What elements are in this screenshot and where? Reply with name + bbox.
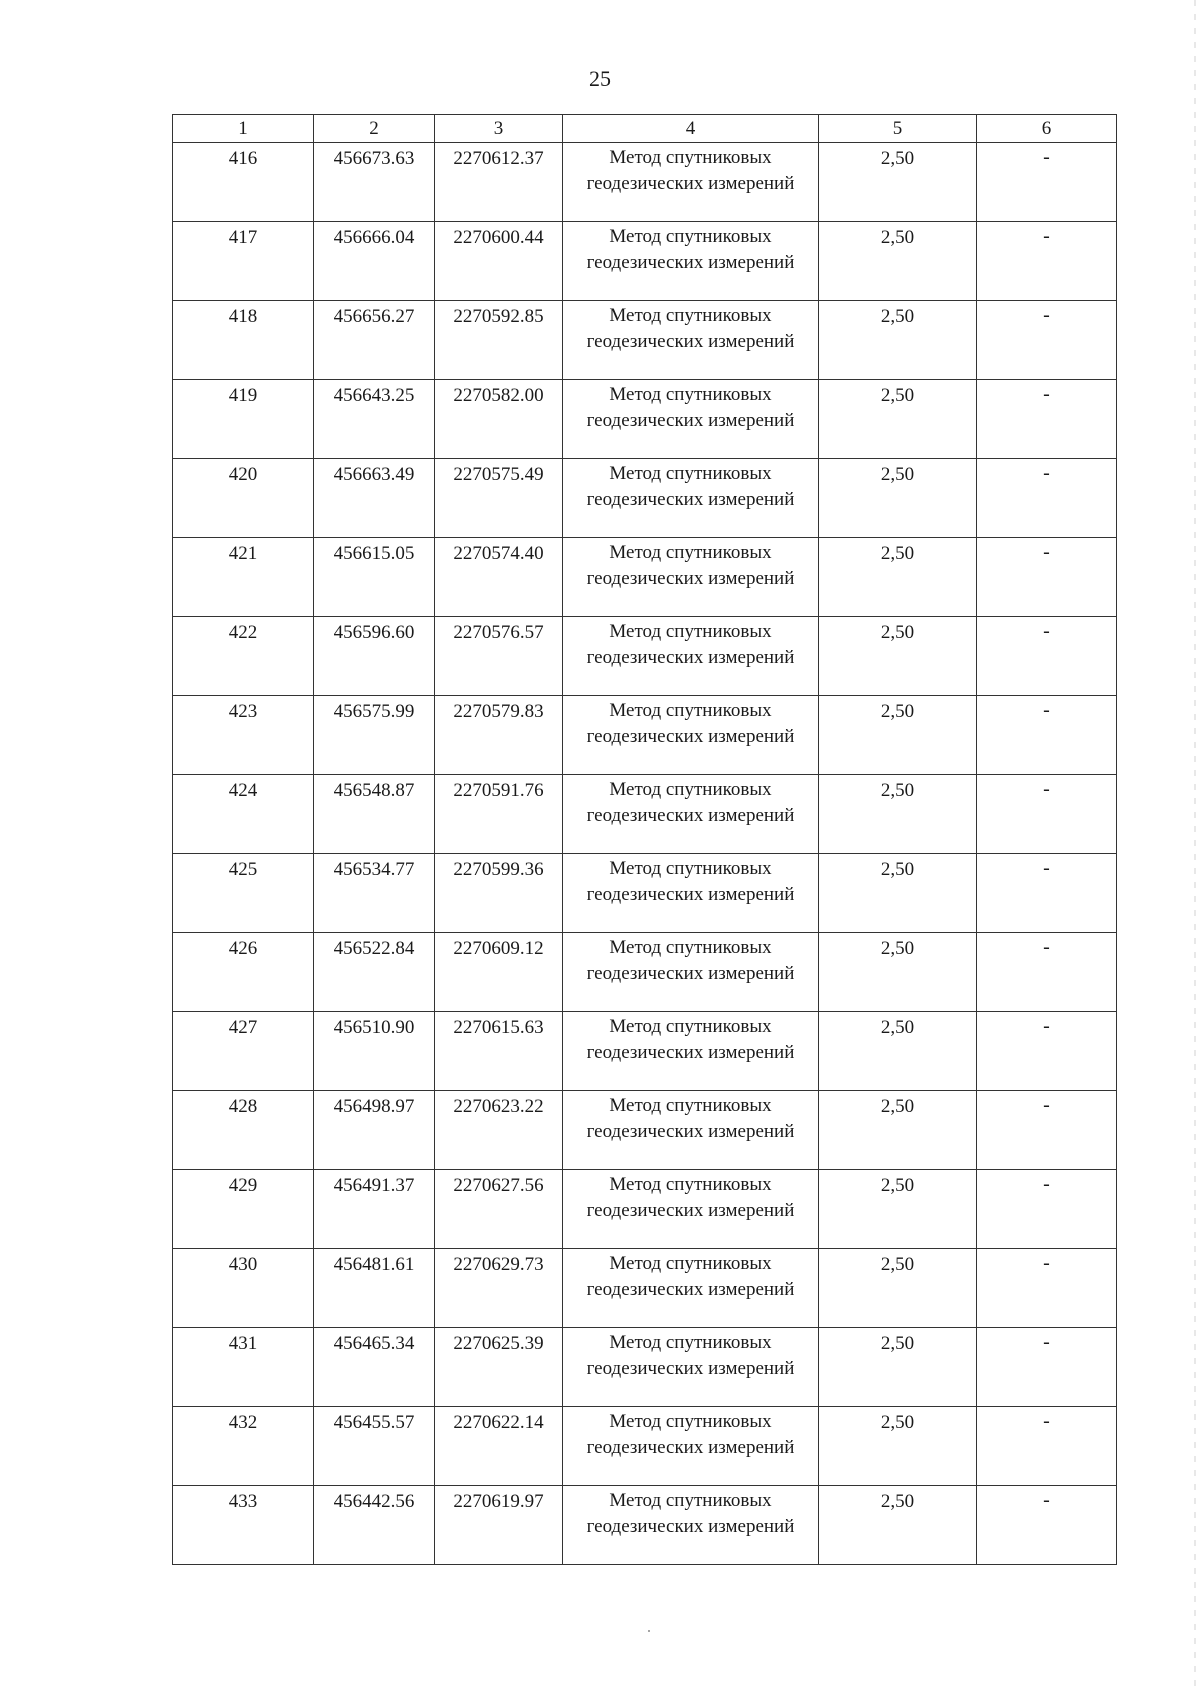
method-cell: Метод спутниковых геодезических измерений	[563, 222, 819, 301]
scan-speck	[648, 1630, 650, 1632]
accuracy-cell: 2,50	[819, 617, 977, 696]
accuracy-cell: 2,50	[819, 933, 977, 1012]
note-cell: -	[977, 1486, 1117, 1565]
table-row	[173, 459, 1117, 538]
header-col-3: 3	[435, 115, 563, 143]
note-cell: -	[977, 301, 1117, 380]
table-row	[173, 1170, 1117, 1249]
point-number-cell: 423	[173, 696, 314, 775]
accuracy-cell: 2,50	[819, 775, 977, 854]
table-row	[173, 1091, 1117, 1170]
accuracy-cell: 2,50	[819, 538, 977, 617]
y-coordinate-cell: 2270592.85	[435, 301, 563, 380]
method-cell: Метод спутниковых геодезических измерений	[563, 933, 819, 1012]
point-number-cell: 417	[173, 222, 314, 301]
header-col-2: 2	[314, 115, 435, 143]
table-row	[173, 1328, 1117, 1407]
note-cell: -	[977, 933, 1117, 1012]
note-cell: -	[977, 1091, 1117, 1170]
page-number: 25	[589, 66, 611, 91]
table-row	[173, 1486, 1117, 1565]
table-row	[173, 222, 1117, 301]
x-coordinate-cell: 456575.99	[314, 696, 435, 775]
table-row	[173, 538, 1117, 617]
point-number-cell: 429	[173, 1170, 314, 1249]
header-col-5: 5	[819, 115, 977, 143]
method-cell: Метод спутниковых геодезических измерений	[563, 538, 819, 617]
note-cell: -	[977, 617, 1117, 696]
note-cell: -	[977, 775, 1117, 854]
accuracy-cell: 2,50	[819, 301, 977, 380]
method-cell: Метод спутниковых геодезических измерений	[563, 1407, 819, 1486]
method-cell: Метод спутниковых геодезических измерений	[563, 775, 819, 854]
method-cell: Метод спутниковых геодезических измерений	[563, 696, 819, 775]
table-row	[173, 380, 1117, 459]
note-cell: -	[977, 1012, 1117, 1091]
header-col-4: 4	[563, 115, 819, 143]
point-number-cell: 425	[173, 854, 314, 933]
accuracy-cell: 2,50	[819, 222, 977, 301]
method-cell: Метод спутниковых геодезических измерений	[563, 1091, 819, 1170]
point-number-cell: 432	[173, 1407, 314, 1486]
y-coordinate-cell: 2270623.22	[435, 1091, 563, 1170]
point-number-cell: 431	[173, 1328, 314, 1407]
x-coordinate-cell: 456673.63	[314, 143, 435, 222]
y-coordinate-cell: 2270609.12	[435, 933, 563, 1012]
x-coordinate-cell: 456498.97	[314, 1091, 435, 1170]
table-row	[173, 854, 1117, 933]
header-col-1: 1	[173, 115, 314, 143]
method-cell: Метод спутниковых геодезических измерений	[563, 1328, 819, 1407]
y-coordinate-cell: 2270615.63	[435, 1012, 563, 1091]
point-number-cell: 421	[173, 538, 314, 617]
note-cell: -	[977, 1249, 1117, 1328]
table-row	[173, 1012, 1117, 1091]
x-coordinate-cell: 456666.04	[314, 222, 435, 301]
method-cell: Метод спутниковых геодезических измерений	[563, 380, 819, 459]
point-number-cell: 418	[173, 301, 314, 380]
y-coordinate-cell: 2270576.57	[435, 617, 563, 696]
point-number-cell: 422	[173, 617, 314, 696]
y-coordinate-cell: 2270619.97	[435, 1486, 563, 1565]
x-coordinate-cell: 456663.49	[314, 459, 435, 538]
note-cell: -	[977, 538, 1117, 617]
y-coordinate-cell: 2270612.37	[435, 143, 563, 222]
point-number-cell: 416	[173, 143, 314, 222]
accuracy-cell: 2,50	[819, 1091, 977, 1170]
table-row	[173, 775, 1117, 854]
y-coordinate-cell: 2270591.76	[435, 775, 563, 854]
x-coordinate-cell: 456534.77	[314, 854, 435, 933]
x-coordinate-cell: 456481.61	[314, 1249, 435, 1328]
table-row	[173, 696, 1117, 775]
x-coordinate-cell: 456548.87	[314, 775, 435, 854]
accuracy-cell: 2,50	[819, 1249, 977, 1328]
accuracy-cell: 2,50	[819, 459, 977, 538]
accuracy-cell: 2,50	[819, 380, 977, 459]
x-coordinate-cell: 456656.27	[314, 301, 435, 380]
x-coordinate-cell: 456455.57	[314, 1407, 435, 1486]
y-coordinate-cell: 2270599.36	[435, 854, 563, 933]
note-cell: -	[977, 1407, 1117, 1486]
table-row	[173, 1407, 1117, 1486]
accuracy-cell: 2,50	[819, 1486, 977, 1565]
point-number-cell: 419	[173, 380, 314, 459]
method-cell: Метод спутниковых геодезических измерений	[563, 1249, 819, 1328]
y-coordinate-cell: 2270579.83	[435, 696, 563, 775]
point-number-cell: 420	[173, 459, 314, 538]
accuracy-cell: 2,50	[819, 1328, 977, 1407]
method-cell: Метод спутниковых геодезических измерений	[563, 459, 819, 538]
table-row	[173, 1249, 1117, 1328]
table-row	[173, 617, 1117, 696]
x-coordinate-cell: 456596.60	[314, 617, 435, 696]
y-coordinate-cell: 2270574.40	[435, 538, 563, 617]
accuracy-cell: 2,50	[819, 1012, 977, 1091]
x-coordinate-cell: 456465.34	[314, 1328, 435, 1407]
point-number-cell: 433	[173, 1486, 314, 1565]
header-col-6: 6	[977, 115, 1117, 143]
accuracy-cell: 2,50	[819, 696, 977, 775]
point-number-cell: 428	[173, 1091, 314, 1170]
table-row	[173, 933, 1117, 1012]
accuracy-cell: 2,50	[819, 1407, 977, 1486]
method-cell: Метод спутниковых геодезических измерений	[563, 1486, 819, 1565]
x-coordinate-cell: 456615.05	[314, 538, 435, 617]
note-cell: -	[977, 380, 1117, 459]
coordinates-table	[172, 114, 1117, 1565]
y-coordinate-cell: 2270625.39	[435, 1328, 563, 1407]
note-cell: -	[977, 696, 1117, 775]
note-cell: -	[977, 459, 1117, 538]
x-coordinate-cell: 456442.56	[314, 1486, 435, 1565]
y-coordinate-cell: 2270575.49	[435, 459, 563, 538]
y-coordinate-cell: 2270629.73	[435, 1249, 563, 1328]
x-coordinate-cell: 456510.90	[314, 1012, 435, 1091]
y-coordinate-cell: 2270627.56	[435, 1170, 563, 1249]
note-cell: -	[977, 1170, 1117, 1249]
note-cell: -	[977, 1328, 1117, 1407]
header-row	[173, 115, 1117, 143]
point-number-cell: 427	[173, 1012, 314, 1091]
table-row	[173, 143, 1117, 222]
method-cell: Метод спутниковых геодезических измерений	[563, 301, 819, 380]
x-coordinate-cell: 456522.84	[314, 933, 435, 1012]
method-cell: Метод спутниковых геодезических измерений	[563, 854, 819, 933]
y-coordinate-cell: 2270582.00	[435, 380, 563, 459]
accuracy-cell: 2,50	[819, 854, 977, 933]
method-cell: Метод спутниковых геодезических измерений	[563, 617, 819, 696]
y-coordinate-cell: 2270622.14	[435, 1407, 563, 1486]
scan-edge-mark	[1194, 0, 1196, 1686]
point-number-cell: 424	[173, 775, 314, 854]
method-cell: Метод спутниковых геодезических измерений	[563, 1012, 819, 1091]
y-coordinate-cell: 2270600.44	[435, 222, 563, 301]
x-coordinate-cell: 456491.37	[314, 1170, 435, 1249]
note-cell: -	[977, 222, 1117, 301]
point-number-cell: 430	[173, 1249, 314, 1328]
method-cell: Метод спутниковых геодезических измерений	[563, 1170, 819, 1249]
point-number-cell: 426	[173, 933, 314, 1012]
table-row	[173, 301, 1117, 380]
coordinates-table-container	[172, 114, 1116, 1565]
accuracy-cell: 2,50	[819, 143, 977, 222]
table-header	[173, 115, 1117, 143]
note-cell: -	[977, 143, 1117, 222]
note-cell: -	[977, 854, 1117, 933]
accuracy-cell: 2,50	[819, 1170, 977, 1249]
method-cell: Метод спутниковых геодезических измерений	[563, 143, 819, 222]
x-coordinate-cell: 456643.25	[314, 380, 435, 459]
table-body	[173, 143, 1117, 1565]
